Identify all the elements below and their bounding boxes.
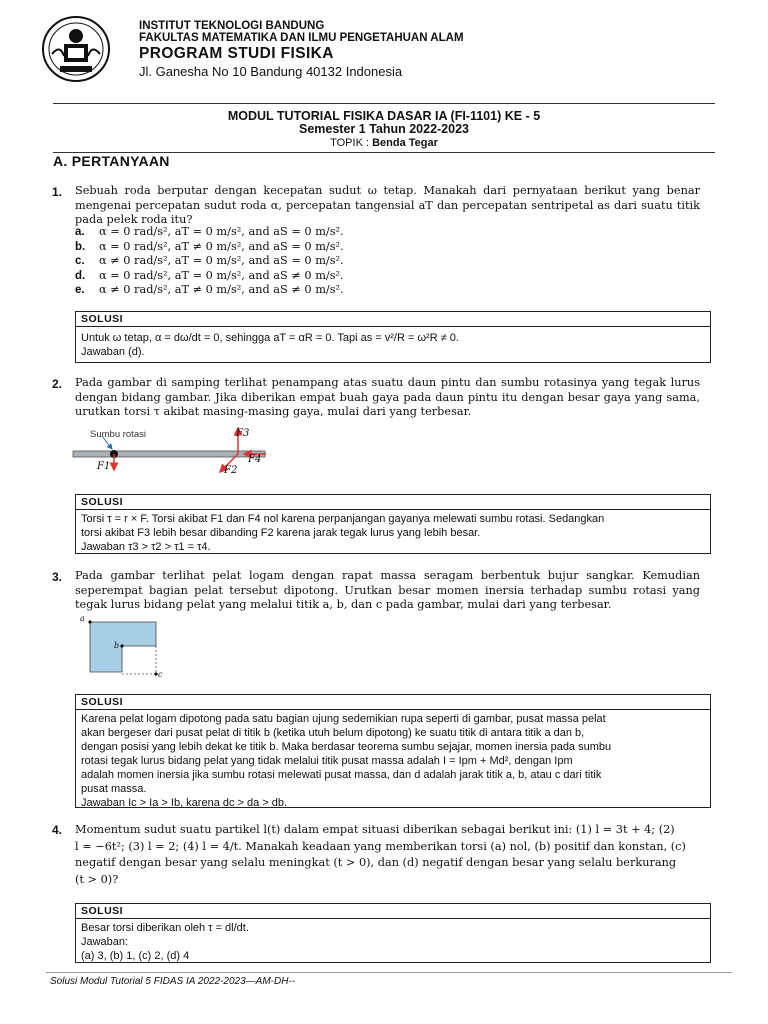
q1-option <box>75 240 344 255</box>
institute-name: INSTITUT TEKNOLOGI BANDUNG <box>139 20 325 32</box>
q3-text: Pada gambar terlihat pelat logam dengan rapat massa seragam berbentuk bujur sangkar. Kemudian seperempat bagian pelat tersebut dipotong. Urutkan besar momen inersia terhadap sumbu rotasi yang tegak lurus bidang pelat yang melalui titik a, b, dan c pada gambar, mulai dari yang terbesar. <box>75 569 700 611</box>
q1-options <box>75 225 344 298</box>
q2-text: Pada gambar di samping terlihat penampang atas suatu daun pintu dan sumbu rotasinya yang tegak lurus dengan bidang gambar. Jika diberikan empat buah gaya pada daun pintu itu dengan besar gaya yang sama, urutkan torsi τ akibat masing-masing gaya, mulai dari yang terbesar. <box>75 376 700 418</box>
q4-line: l = −6t²; (3) l = 2; (4) l = 4/t. Manakah keadaan yang memberikan torsi (a) nol, (b) positif dan konstan, (c) <box>75 839 686 853</box>
solution-line: torsi akibat F3 lebih besar dibanding F2 karena jarak tegak lurus yang lebih besar. <box>81 527 481 539</box>
q1-text: Sebuah roda berputar dengan kecepatan sudut ω tetap. Manakah dari pernyataan berikut yang benar mengenai percepatan sudut roda α, percepatan tangensial aT dan percepatan sentripetal as dari suatu titik pada pelek roda itu? <box>75 184 700 226</box>
solution-line: adalah momen inersia jika sumbu rotasi melewati pusat massa, dan d adalah jarak titik a, b, atau c dari titik <box>81 769 602 781</box>
solution-line: pusat massa. <box>81 783 147 795</box>
topic-label: TOPIK : <box>330 137 370 149</box>
solution-label: SOLUSI <box>76 695 710 710</box>
force-f3: F3 <box>236 428 250 439</box>
solution-body <box>76 919 710 965</box>
solution-label: SOLUSI <box>76 495 710 510</box>
topic <box>0 137 768 151</box>
module-title: MODUL TUTORIAL FISIKA DASAR IA (FI-1101) KE - 5 <box>227 109 541 123</box>
header-divider <box>53 103 715 104</box>
solution-line: Torsi τ = r × F. Torsi akibat F1 dan F4 nol karena perpanjangan gayanya melewati sumbu rotasi. Sedangkan <box>81 513 605 525</box>
solution-line: Karena pelat logam dipotong pada satu bagian ujung sedemikian rupa seperti di gambar, pusat massa pelat <box>81 713 606 725</box>
footer-divider <box>46 972 732 973</box>
q2-solution-box <box>75 494 711 554</box>
footer-text: Solusi Modul Tutorial 5 FIDAS IA 2022-2023—AM-DH-- <box>50 976 296 987</box>
q1-solution-box <box>75 311 711 363</box>
q2-number: 2. <box>52 377 63 391</box>
option-text: α = 0 rad/s², aT = 0 m/s², and aS ≠ 0 m/s². <box>99 268 344 282</box>
point-a: a <box>80 614 85 623</box>
solution-body <box>76 710 710 812</box>
solution-label: SOLUSI <box>76 904 710 919</box>
option-text: α = 0 rad/s², aT ≠ 0 m/s², and aS = 0 m/s². <box>99 239 344 253</box>
option-label: c. <box>75 255 85 267</box>
solution-line: Jawaban τ3 > τ2 > τ1 = τ4. <box>81 541 211 553</box>
solution-line: Jawaban: <box>81 936 129 948</box>
point-c: c <box>158 670 163 679</box>
solution-line: Untuk ω tetap, α = dω/dt = 0, sehingga aT = αR = 0. Tapi as = v²/R = ω²R ≠ 0. <box>81 332 459 344</box>
force-f4: F4 <box>248 454 262 465</box>
option-text: α ≠ 0 rad/s², aT = 0 m/s², and aS = 0 m/s². <box>99 254 344 267</box>
solution-body <box>76 510 710 556</box>
q4-line: Momentum sudut suatu partikel l(t) dalam empat situasi diberikan sebagai berikut ini: (1) l = 3t + 4; (2) <box>75 823 675 836</box>
q4-line: (t > 0)? <box>75 872 119 886</box>
q4-line: negatif dengan besar yang selalu meningkat (t > 0), dan (d) negatif dengan besar yang selalu berkurang <box>75 856 677 869</box>
solution-line: Jawaban (d). <box>81 346 145 358</box>
option-text: α ≠ 0 rad/s², aT ≠ 0 m/s², and aS ≠ 0 m/s². <box>99 283 344 296</box>
itb-logo <box>40 14 112 84</box>
q1-option <box>75 269 344 284</box>
point-b: b <box>114 641 120 650</box>
axis-label: Sumbu rotasi <box>90 429 146 440</box>
q1-option <box>75 254 344 269</box>
address: Jl. Ganesha No 10 Bandung 40132 Indonesia <box>139 64 403 79</box>
topic-value: Benda Tegar <box>372 137 438 149</box>
solution-line: rotasi tegak lurus bidang pelat yang tidak melalui titik pusat massa adalah I = Ipm + Md², dengan Ipm <box>81 755 573 767</box>
solution-label: SOLUSI <box>76 312 710 327</box>
option-label: d. <box>75 269 86 282</box>
q1-option <box>75 225 344 240</box>
force-f2: F2 <box>224 465 238 476</box>
faculty-name: FAKULTAS MATEMATIKA DAN ILMU PENGETAHUAN ALAM <box>139 32 464 44</box>
section-heading: A. PERTANYAAN <box>53 153 170 169</box>
option-label: b. <box>75 240 86 253</box>
option-label: a. <box>75 226 85 238</box>
solution-line: dengan posisi yang lebih dekat ke titik b. Maka berdasar teorema sumbu sejajar, momen inersia pada sumbu <box>81 741 612 753</box>
solution-line: Besar torsi diberikan oleh τ = dl/dt. <box>81 922 249 934</box>
q3-solution-box <box>75 694 711 808</box>
q4-text <box>75 822 705 888</box>
option-label: e. <box>75 284 85 296</box>
q1-number: 1. <box>52 185 63 199</box>
program-name: PROGRAM STUDI FISIKA <box>139 45 334 62</box>
option-text: α = 0 rad/s², aT = 0 m/s², and aS = 0 m/s². <box>99 225 344 238</box>
q4-number: 4. <box>52 823 63 837</box>
q1-option <box>75 283 344 298</box>
solution-line: (a) 3, (b) 1, (c) 2, (d) 4 <box>81 950 190 962</box>
solution-line: akan bergeser dari pusat pelat di titik b (ketika utuh belum dipotong) ke suatu titik di antara titik a dan b, <box>81 727 585 739</box>
force-f1: F1 <box>97 461 111 472</box>
solution-body <box>76 327 710 361</box>
solution-line: Jawaban Ic > Ia > Ib, karena dc > da > db. <box>81 797 288 809</box>
plate-figure <box>80 616 170 680</box>
q4-solution-box <box>75 903 711 963</box>
q3-number: 3. <box>52 570 63 584</box>
semester: Semester 1 Tahun 2022-2023 <box>298 122 469 136</box>
